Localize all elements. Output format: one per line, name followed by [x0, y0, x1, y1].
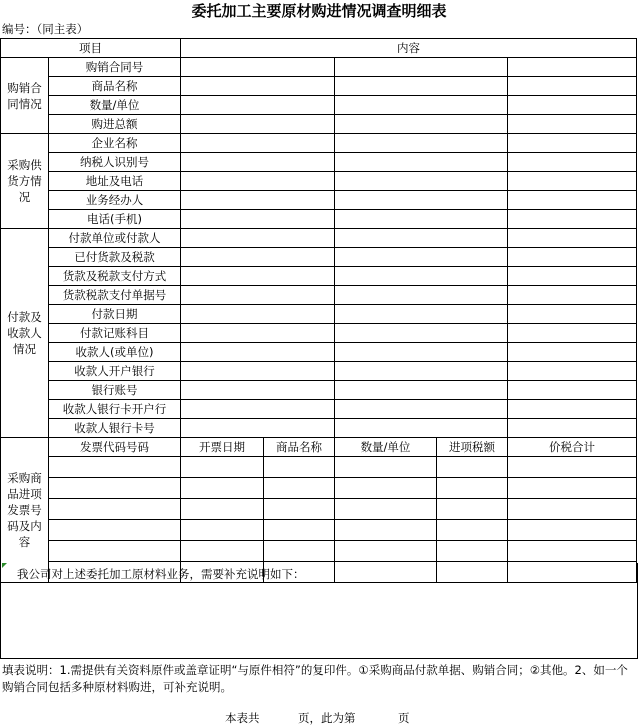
invoice-cell[interactable]	[181, 520, 264, 541]
invoice-cell[interactable]	[508, 478, 637, 499]
row-label: 电话(手机)	[49, 210, 181, 229]
footer-page-suffix: 页	[398, 711, 410, 725]
cell-value[interactable]	[508, 419, 637, 438]
row-label: 收款人(或单位)	[49, 343, 181, 362]
row-label: 收款人开户银行	[49, 362, 181, 381]
cell-value[interactable]	[335, 153, 508, 172]
row-label: 购销合同号	[49, 58, 181, 77]
cell-value[interactable]	[508, 153, 637, 172]
cell-value[interactable]	[508, 191, 637, 210]
row-label: 付款单位或付款人	[49, 229, 181, 248]
cell-value[interactable]	[335, 286, 508, 305]
invoice-col-header: 开票日期	[181, 438, 264, 457]
cell-value[interactable]	[181, 134, 335, 153]
invoice-cell[interactable]	[49, 499, 181, 520]
cell-value[interactable]	[508, 115, 637, 134]
cell-value[interactable]	[508, 96, 637, 115]
invoice-cell[interactable]	[335, 457, 437, 478]
cell-value[interactable]	[508, 248, 637, 267]
cell-value[interactable]	[508, 400, 637, 419]
invoice-cell[interactable]	[437, 457, 508, 478]
header-content: 内容	[181, 39, 637, 58]
cell-value[interactable]	[335, 210, 508, 229]
group-payment-label: 付款及收款人情况	[1, 229, 49, 438]
invoice-cell[interactable]	[264, 520, 335, 541]
cell-value[interactable]	[181, 191, 335, 210]
invoice-cell[interactable]	[49, 457, 181, 478]
row-label: 收款人银行卡号	[49, 419, 181, 438]
cell-comment-marker-icon	[2, 563, 7, 568]
invoice-cell[interactable]	[508, 499, 637, 520]
sheet-title: 委托加工主要原材购进情况调查明细表	[191, 2, 447, 20]
cell-value[interactable]	[335, 134, 508, 153]
cell-value[interactable]	[335, 96, 508, 115]
cell-value[interactable]	[508, 58, 637, 77]
cell-value[interactable]	[508, 229, 637, 248]
cell-value[interactable]	[508, 305, 637, 324]
cell-value[interactable]	[335, 191, 508, 210]
invoice-cell[interactable]	[264, 457, 335, 478]
invoice-cell[interactable]	[181, 541, 264, 562]
invoice-cell[interactable]	[49, 520, 181, 541]
cell-value[interactable]	[181, 115, 335, 134]
cell-value[interactable]	[335, 267, 508, 286]
row-label: 数量/单位	[49, 96, 181, 115]
cell-value[interactable]	[181, 381, 335, 400]
cell-value[interactable]	[508, 134, 637, 153]
invoice-col-header: 发票代码号码	[49, 438, 181, 457]
group-invoice-label: 采购商品进项发票号码及内容	[1, 438, 49, 583]
cell-value[interactable]	[335, 400, 508, 419]
invoice-cell[interactable]	[508, 541, 637, 562]
supplementary-note-area[interactable]	[0, 563, 638, 659]
supplementary-note: 我公司对上述委托加工原材料业务，需要补充说明如下：	[17, 567, 305, 581]
row-label: 业务经办人	[49, 191, 181, 210]
row-label: 货款税款支付单据号	[49, 286, 181, 305]
fill-instructions: 填表说明：1.需提供有关资料原件或盖章证明“与原件相符”的复印件。①采购商品付款单据、购销合同；②其他。2、如一个购销合同包括多种原材料购进，可补充说明。	[2, 663, 628, 694]
cell-value[interactable]	[181, 172, 335, 191]
invoice-col-header: 进项税额	[437, 438, 508, 457]
cell-value[interactable]	[335, 77, 508, 96]
cell-value[interactable]	[508, 324, 637, 343]
cell-value[interactable]	[335, 115, 508, 134]
invoice-cell[interactable]	[437, 499, 508, 520]
invoice-cell[interactable]	[335, 499, 437, 520]
invoice-cell[interactable]	[508, 457, 637, 478]
invoice-cell[interactable]	[181, 457, 264, 478]
row-label: 货款及税款支付方式	[49, 267, 181, 286]
cell-value[interactable]	[181, 77, 335, 96]
cell-value[interactable]	[181, 96, 335, 115]
invoice-cell[interactable]	[437, 541, 508, 562]
row-label: 付款记账科目	[49, 324, 181, 343]
cell-value[interactable]	[335, 362, 508, 381]
cell-value[interactable]	[508, 210, 637, 229]
code-line: 编号：（同主表）	[2, 22, 89, 36]
group-contract-label: 购销合同情况	[1, 58, 49, 134]
cell-value[interactable]	[181, 248, 335, 267]
cell-value[interactable]	[181, 324, 335, 343]
detail-table	[0, 38, 637, 583]
cell-value[interactable]	[508, 381, 637, 400]
page-footer	[0, 710, 638, 726]
header-item: 项目	[1, 39, 181, 58]
cell-value[interactable]	[181, 58, 335, 77]
cell-value[interactable]	[335, 172, 508, 191]
row-label: 银行账号	[49, 381, 181, 400]
cell-value[interactable]	[335, 343, 508, 362]
invoice-cell[interactable]	[264, 541, 335, 562]
invoice-col-header: 数量/单位	[335, 438, 437, 457]
invoice-cell[interactable]	[181, 478, 264, 499]
cell-value[interactable]	[335, 381, 508, 400]
cell-value[interactable]	[508, 77, 637, 96]
row-label: 付款日期	[49, 305, 181, 324]
invoice-cell[interactable]	[437, 520, 508, 541]
cell-value[interactable]	[181, 267, 335, 286]
cell-value[interactable]	[181, 400, 335, 419]
invoice-col-header: 商品名称	[264, 438, 335, 457]
cell-value[interactable]	[335, 58, 508, 77]
cell-value[interactable]	[508, 343, 637, 362]
invoice-cell[interactable]	[335, 541, 437, 562]
cell-value[interactable]	[335, 229, 508, 248]
group-supplier-label: 采购供货方情况	[1, 134, 49, 229]
cell-value[interactable]	[181, 210, 335, 229]
cell-value[interactable]	[181, 153, 335, 172]
cell-value[interactable]	[181, 229, 335, 248]
invoice-cell[interactable]	[49, 541, 181, 562]
invoice-cell[interactable]	[508, 520, 637, 541]
cell-value[interactable]	[181, 419, 335, 438]
cell-value[interactable]	[508, 267, 637, 286]
cell-value[interactable]	[181, 305, 335, 324]
cell-value[interactable]	[335, 305, 508, 324]
row-label: 地址及电话	[49, 172, 181, 191]
footer-current-page: 页，此为第	[298, 711, 356, 725]
row-label: 已付货款及税款	[49, 248, 181, 267]
cell-value[interactable]	[508, 286, 637, 305]
row-label: 企业名称	[49, 134, 181, 153]
cell-value[interactable]	[335, 248, 508, 267]
cell-value[interactable]	[335, 324, 508, 343]
footer-total-pages: 本表共	[225, 711, 260, 725]
cell-value[interactable]	[181, 362, 335, 381]
invoice-col-header: 价税合计	[508, 438, 637, 457]
row-label: 商品名称	[49, 77, 181, 96]
invoice-cell[interactable]	[437, 478, 508, 499]
cell-value[interactable]	[181, 343, 335, 362]
row-label: 购进总额	[49, 115, 181, 134]
cell-value[interactable]	[335, 419, 508, 438]
invoice-cell[interactable]	[49, 478, 181, 499]
cell-value[interactable]	[181, 286, 335, 305]
cell-value[interactable]	[508, 362, 637, 381]
invoice-cell[interactable]	[181, 499, 264, 520]
invoice-cell[interactable]	[335, 520, 437, 541]
row-label: 收款人银行卡开户行	[49, 400, 181, 419]
cell-value[interactable]	[508, 172, 637, 191]
invoice-cell[interactable]	[264, 499, 335, 520]
invoice-cell[interactable]	[264, 478, 335, 499]
row-label: 纳税人识别号	[49, 153, 181, 172]
invoice-cell[interactable]	[335, 478, 437, 499]
